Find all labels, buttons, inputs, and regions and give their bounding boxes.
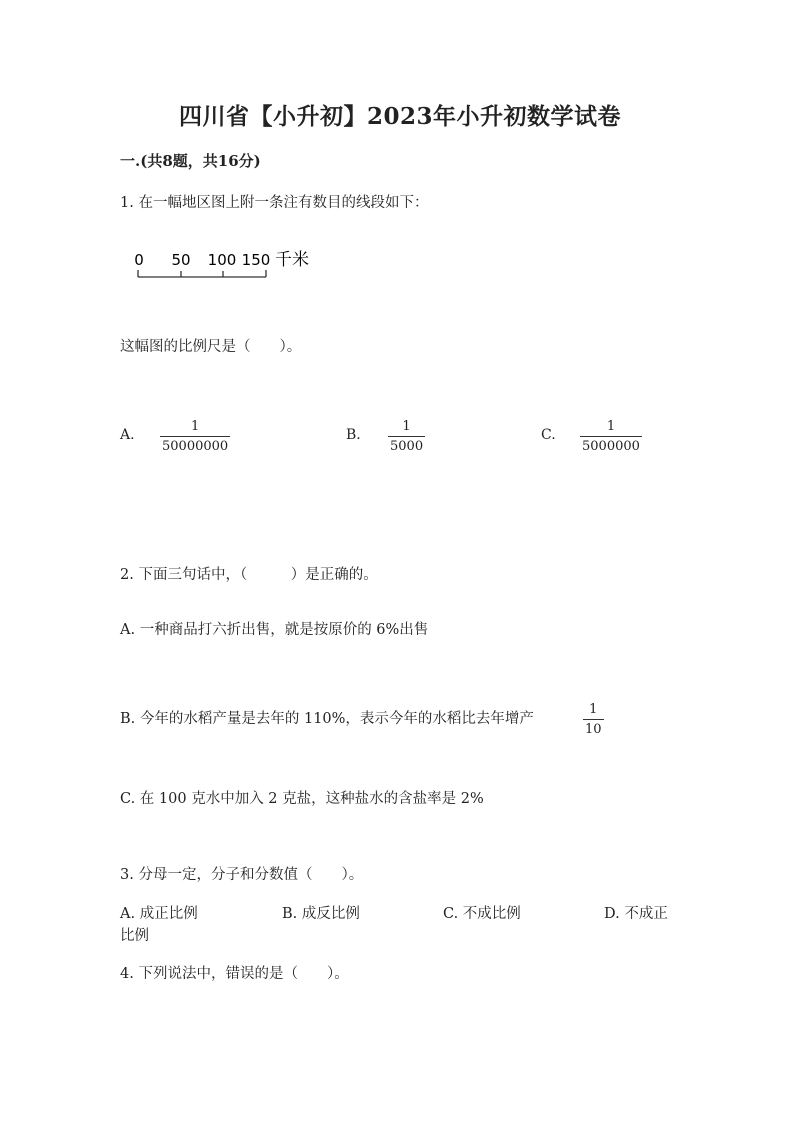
fraction-denominator: 5000 (388, 436, 425, 453)
option-a-fraction[interactable] (160, 420, 230, 453)
option-b-fraction[interactable] (388, 420, 425, 453)
scale-bar-figure (130, 246, 330, 286)
question-1-prompt: 这幅图的比例尺是（ ）。 (120, 339, 302, 355)
option-c-fraction[interactable] (580, 420, 642, 453)
scale-tick-label: 100 (207, 251, 237, 269)
fraction-numerator: 1 (402, 419, 411, 434)
page-title: 四川省【小升初】2023年小升初数学试卷 (178, 103, 621, 130)
fraction-denominator: 50000000 (160, 436, 230, 453)
fraction-numerator: 1 (589, 702, 598, 717)
fraction-denominator: 5000000 (580, 436, 642, 453)
question-3-stem: 3. 分母一定，分子和分数值（ ）。 (120, 867, 364, 883)
section-heading: 一.(共8题，共16分) (120, 152, 261, 170)
question-3-option-b[interactable]: B. 成反比例 (282, 906, 360, 922)
question-2-stem: 2. 下面三句话中，（ ）是正确的。 (120, 567, 378, 583)
question-2-option-c[interactable]: C. 在 100 克水中加入 2 克盐，这种盐水的含盐率是 2% (120, 791, 484, 807)
scale-tick-label: 0 (134, 251, 144, 269)
option-a-label[interactable]: A. (120, 427, 135, 443)
option-b-label[interactable]: B. (346, 427, 361, 443)
question-3-option-c[interactable]: C. 不成比例 (443, 906, 521, 922)
scale-tick-label: 150 (241, 251, 271, 269)
fraction-numerator: 1 (190, 419, 200, 434)
question-4-stem: 4. 下列说法中，错误的是（ ）。 (120, 966, 349, 982)
question-2-option-a[interactable]: A. 一种商品打六折出售，就是按原价的 6%出售 (120, 622, 429, 638)
question-1-stem: 1. 在一幅地区图上附一条注有数目的线段如下： (120, 195, 429, 211)
question-3-option-d-wrap[interactable]: 比例 (120, 928, 149, 944)
scale-unit-label: 千米 (275, 250, 309, 270)
fraction-numerator: 1 (606, 419, 616, 434)
option-c-label[interactable]: C. (541, 427, 556, 443)
fraction-denominator: 10 (583, 719, 604, 736)
question-3-option-a[interactable]: A. 成正比例 (120, 906, 198, 922)
option-b-fraction (583, 703, 604, 736)
question-2-option-b[interactable]: B. 今年的水稻产量是去年的 110%，表示今年的水稻比去年增产 (120, 711, 534, 727)
question-3-option-d[interactable]: D. 不成正 (604, 906, 668, 922)
scale-tick-label: 50 (171, 251, 191, 269)
